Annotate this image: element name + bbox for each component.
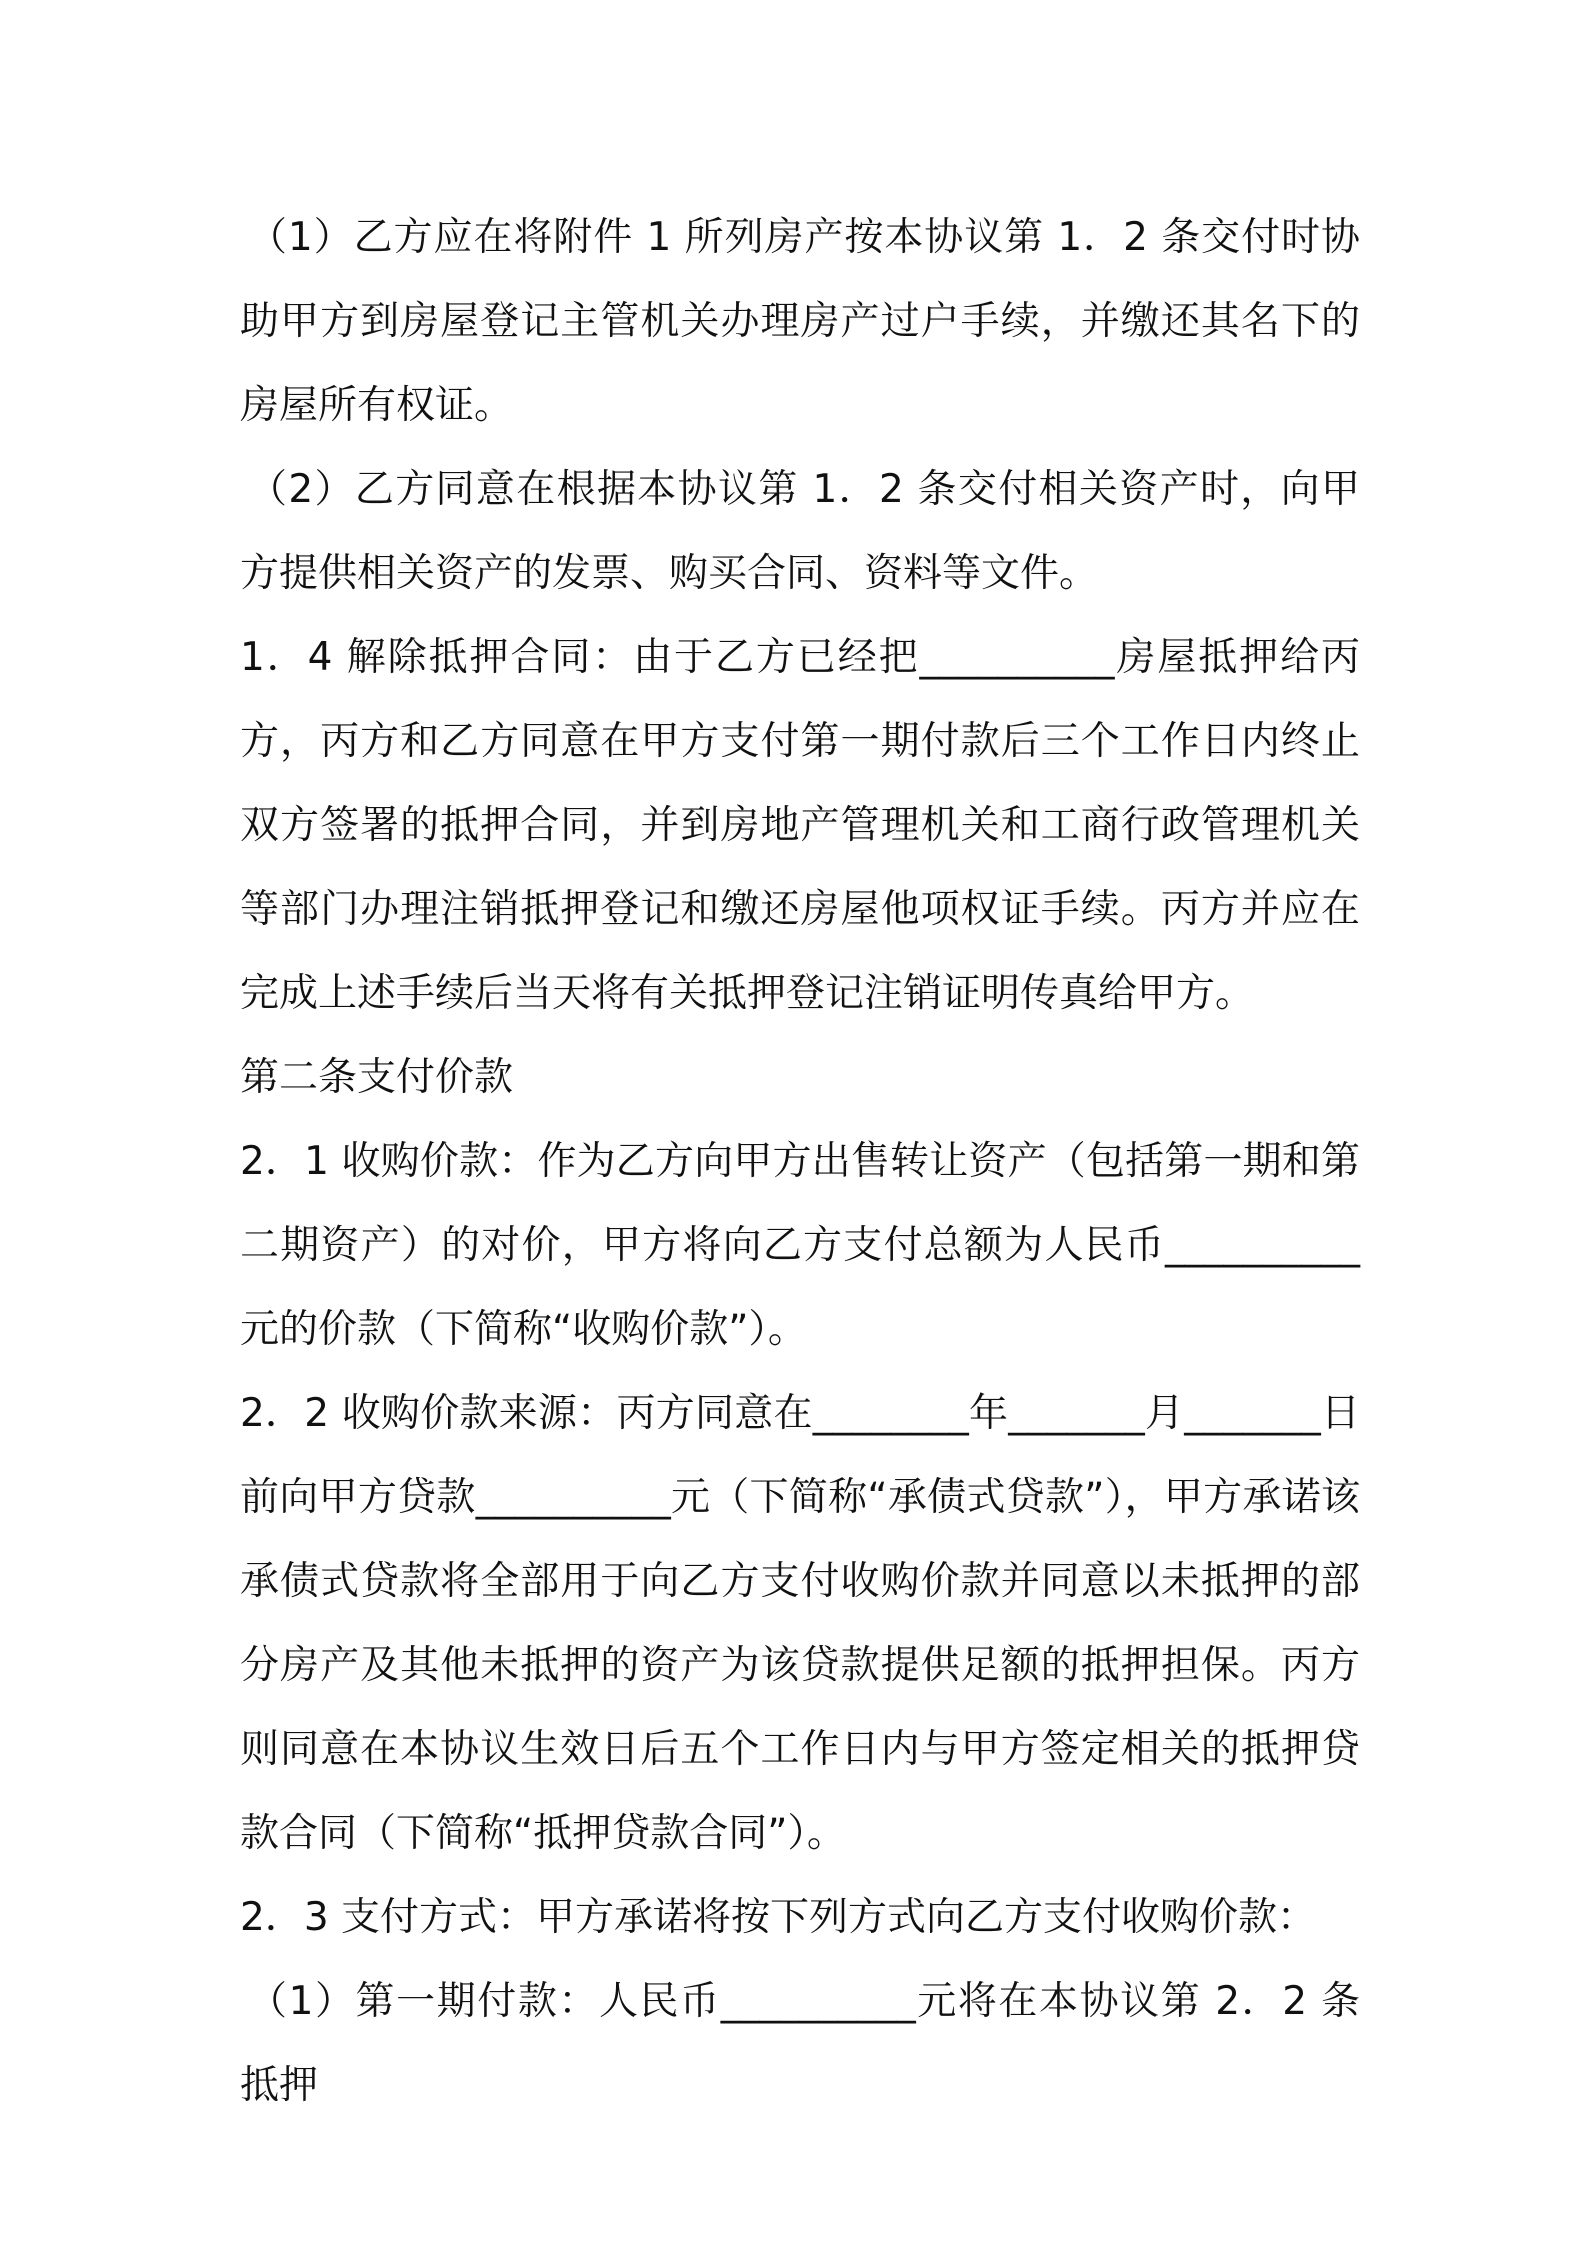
section-heading-article-2: 第二条支付价款 bbox=[240, 1055, 514, 1100]
document-body bbox=[240, 196, 1360, 2128]
paragraph-clause-1-4: 1．4 解除抵押合同：由于乙方已经把__________房屋抵押给丙方，丙方和乙方同意在甲方支付第一期付款后三个工作日内终止双方签署的抵押合同，并到房地产管理机关和工商行政管理机关等部门办理注销抵押登记和缴还房屋他项权证手续。丙方并应在完成上述手续后当天将有关抵押登记注销证明传真给甲方。 bbox=[240, 635, 1360, 1016]
paragraph-clause-2-1: 2．1 收购价款：作为乙方向甲方出售转让资产（包括第一期和第二期资产）的对价，甲方将向乙方支付总额为人民币__________元的价款（下简称“收购价款”）。 bbox=[240, 1139, 1360, 1352]
paragraph-clause-2-2: 2．2 收购价款来源：丙方同意在________年_______月_______日前向甲方贷款__________元（下简称“承债式贷款”），甲方承诺该承债式贷款将全部用于向乙方支付收购价款并同意以未抵押的部分房产及其他未抵押的资产为该贷款提供足额的抵押担保。丙方则同意在本协议生效日后五个工作日内与甲方签定相关的抵押贷款合同（下简称“抵押贷款合同”）。 bbox=[240, 1391, 1360, 1856]
paragraph-clause-2-3-1: （1）第一期付款：人民币__________元将在本协议第 2．2 条抵押 bbox=[240, 1979, 1360, 2108]
paragraph-clause-1-3-1: （1）乙方应在将附件 1 所列房产按本协议第 1．2 条交付时协助甲方到房屋登记主管机关办理房产过户手续，并缴还其名下的房屋所有权证。 bbox=[240, 215, 1360, 428]
paragraph-clause-1-3-2: （2）乙方同意在根据本协议第 1．2 条交付相关资产时，向甲方提供相关资产的发票、购买合同、资料等文件。 bbox=[240, 467, 1360, 596]
paragraph-clause-2-3: 2．3 支付方式：甲方承诺将按下列方式向乙方支付收购价款： bbox=[240, 1895, 1317, 1940]
